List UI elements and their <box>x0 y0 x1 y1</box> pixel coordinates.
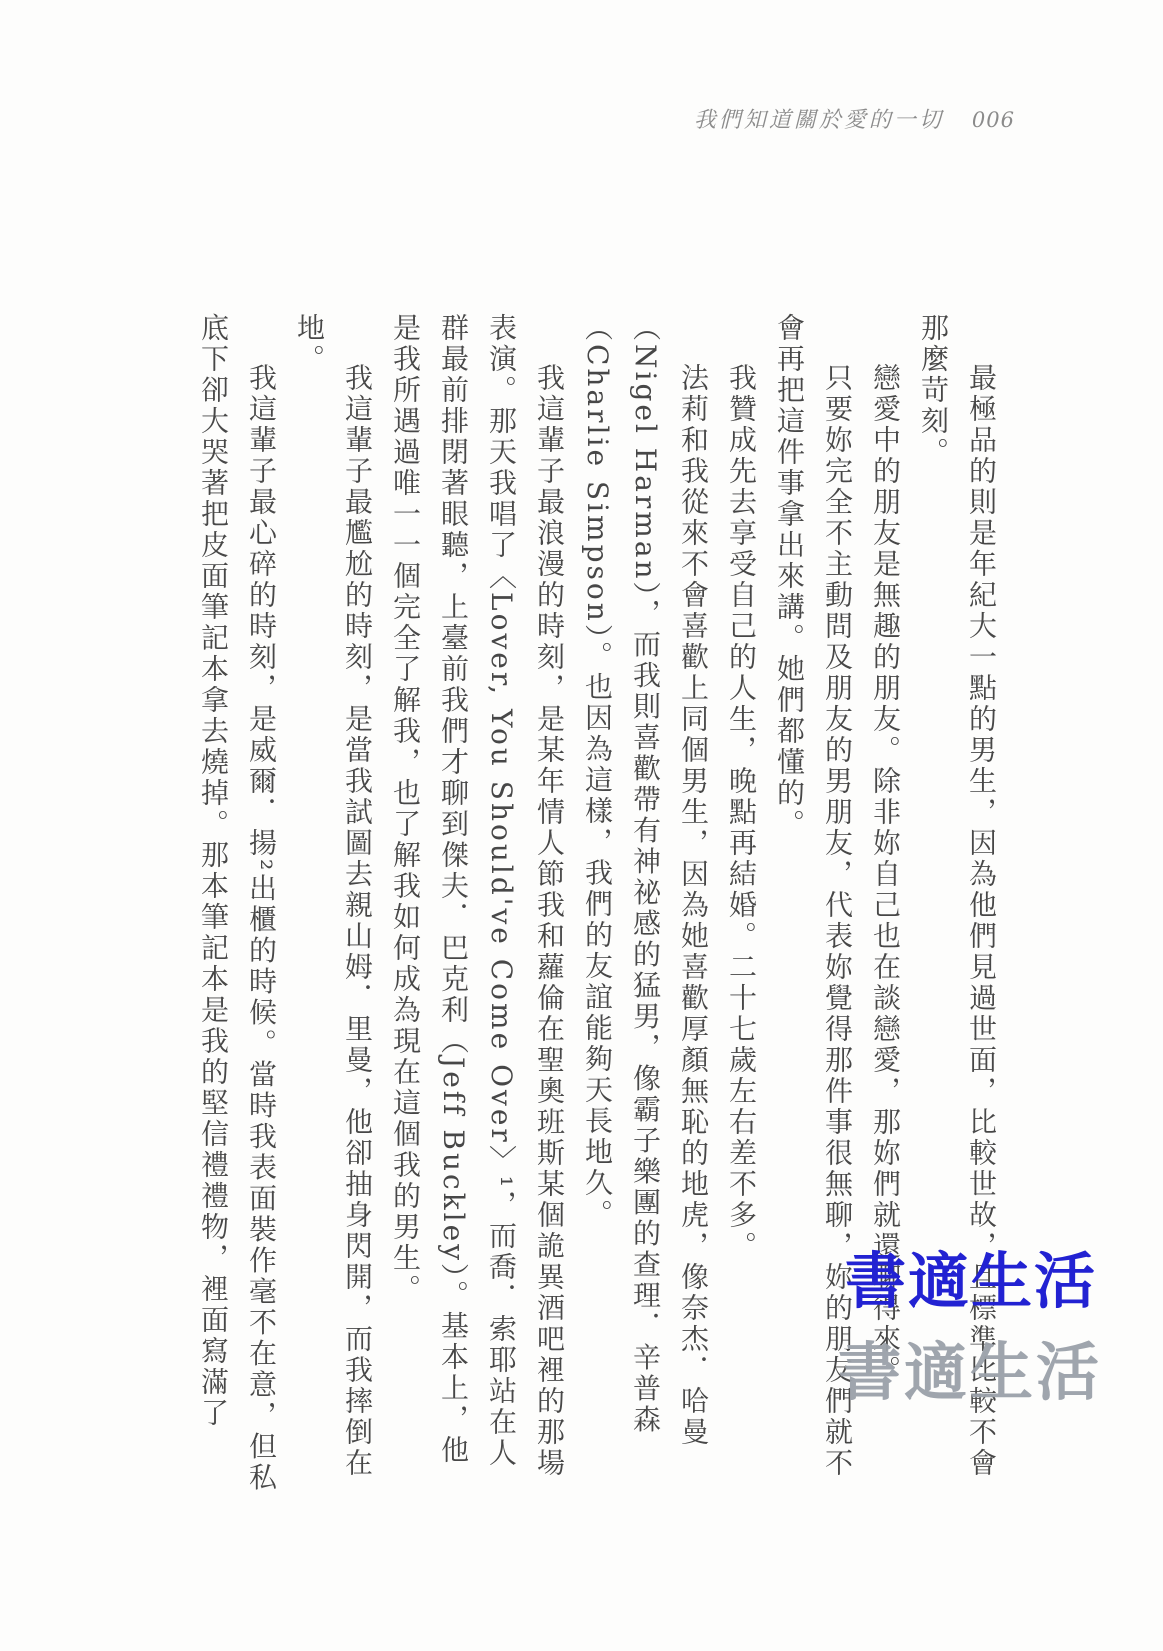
paragraph: 只要妳完全不主動問及朋友的男朋友，代表妳覺得那件事很無聊，妳的朋友們就不會再把這件事拿出來講。她們都懂的。 <box>773 313 854 1480</box>
watermark-blue: 書適生活 <box>845 1246 1098 1317</box>
paragraph: 最極品的則是年紀大一點的男生，因為他們見過世面，比較世故，且標準比較不會那麼苛刻。 <box>917 313 998 1480</box>
paragraph: 法莉和我從來不會喜歡上同個男生，因為她喜歡厚顏無恥的地虎，像奈杰．哈曼（Nigel Harman），而我則喜歡帶有神祕感的猛男，像霸子樂團的查理．辛普森（Charlie Simpson）。也因為這樣，我們的友誼能夠天長地久。 <box>581 313 710 1449</box>
page-number: 006 <box>971 108 1015 132</box>
paragraph: 我贊成先去享受自己的人生，晚點再結婚。二十七歲左右差不多。 <box>725 363 758 1263</box>
paragraph: 我這輩子最心碎的時刻，是威爾．揚²出櫃的時候。當時我表面裝作毫不在意，但私底下卻大哭著把皮面筆記本拿去燒掉。那本筆記本是我的堅信禮禮物，裡面寫滿了 <box>197 313 278 1494</box>
running-header <box>694 103 1015 134</box>
watermark-gray: 書適生活 <box>838 1335 1102 1409</box>
paragraph: 我這輩子最尷尬的時刻，是當我試圖去親山姆．里曼，他卻抽身閃開，而我摔倒在地。 <box>293 313 374 1480</box>
paragraph: 我這輩子最浪漫的時刻，是某年情人節我和蘿倫在聖奧班斯某個詭異酒吧裡的那場表演。那天我唱了〈Lover, You Should've Come Over〉¹，而喬．索耶站在人群最前排閉著眼聽，上臺前我們才聊到傑夫．巴克利（Jeff Buckley）。基本上，他是我所遇過唯一一個完全了解我，也了解我如何成為現在這個我的男生。 <box>389 313 566 1480</box>
body-text <box>160 313 1005 1495</box>
paragraph: 戀愛中的朋友是無趣的朋友。除非妳自己也在談戀愛，那妳們就還聊得來。 <box>869 363 902 1387</box>
running-header-title: 我們知道關於愛的一切 <box>693 108 944 133</box>
